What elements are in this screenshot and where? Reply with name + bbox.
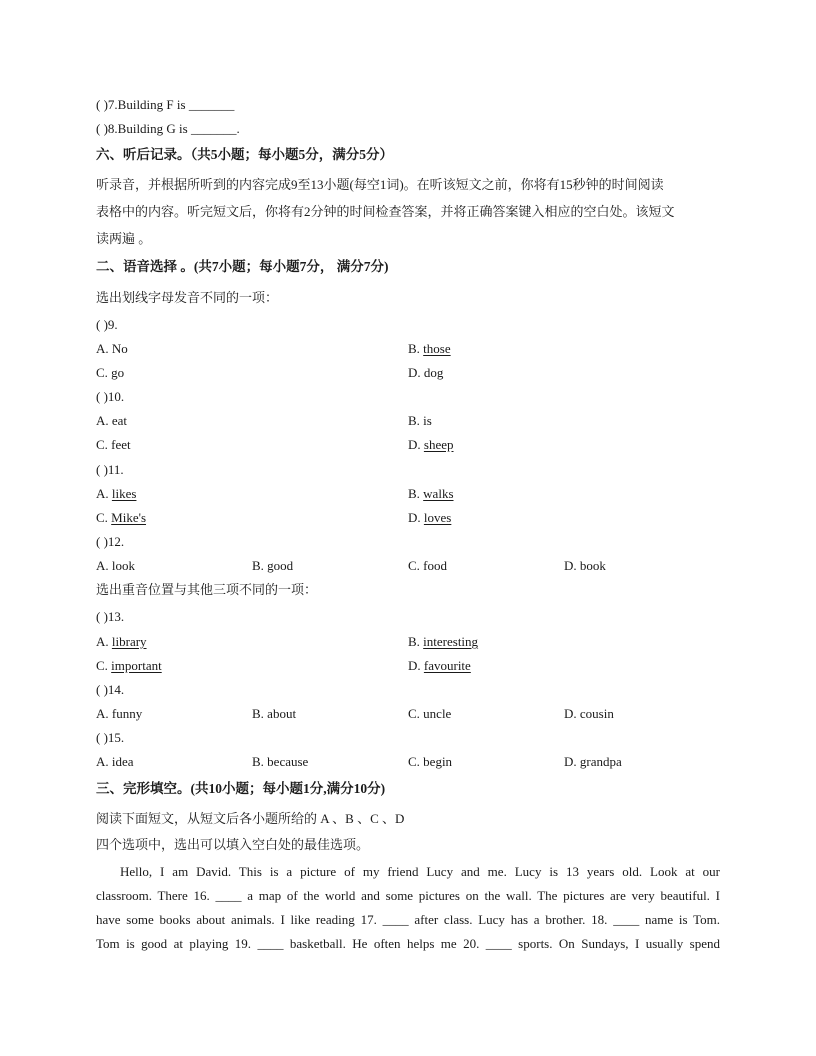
q11-option-c: C. Mike's <box>96 510 147 525</box>
passage-line-3: have some books about animals. I like reading 17. ____ after class. Lucy has a brother. 18. ____ name is Tom. <box>96 912 720 927</box>
section-3-title: 三、完形填空。(共10小题；每小题1分,满分10分) <box>96 781 386 796</box>
q11-option-d-word: loves <box>423 510 452 525</box>
q11-option-a-word: likes <box>111 486 137 501</box>
question-10-label: ( )10. <box>96 389 125 404</box>
q11-option-d: D. loves <box>408 510 452 525</box>
q9-option-b-word: those <box>423 341 451 356</box>
question-8: ( )8.Building G is _______. <box>96 121 240 136</box>
passage-line-2: classroom. There 16. ____ a map of the world and some pictures on the wall. The pictures are very beautiful. I <box>96 888 720 903</box>
q14-option-b: B. about <box>252 706 297 721</box>
question-15-label: ( )15. <box>96 730 125 745</box>
section-6-instruction-line-3: 读两遍 。 <box>96 231 152 246</box>
question-13-label: ( )13. <box>96 609 125 624</box>
q13-option-c-word: important <box>111 658 162 673</box>
section-2-instruction-a: 选出划线字母发音不同的一项： <box>96 290 279 305</box>
q12-option-c: C. food <box>408 558 447 573</box>
q12-option-d: D. book <box>564 558 606 573</box>
q10-option-c: C. feet <box>96 437 131 452</box>
q11-option-b-word: walks <box>423 486 454 501</box>
q10-option-b: B. is <box>408 413 432 428</box>
q15-option-a: A. idea <box>96 754 134 769</box>
q13-option-c: C. important <box>96 658 162 673</box>
q13-option-d: D. favourite <box>408 658 471 673</box>
section-2-instruction-b: 选出重音位置与其他三项不同的一项： <box>96 582 318 597</box>
q13-option-a: A. library <box>96 634 147 649</box>
section-6-instruction-line-2: 表格中的内容。听完短文后，你将有2分钟的时间检查答案，并将正确答案键入相应的空白处。该短文 <box>96 204 675 219</box>
q9-option-c: C. go <box>96 365 125 380</box>
q15-option-d: D. grandpa <box>564 754 622 769</box>
question-14-label: ( )14. <box>96 682 125 697</box>
q11-option-c-word: Mike's <box>111 510 147 525</box>
q14-option-c: C. uncle <box>408 706 452 721</box>
q13-option-d-word: favourite <box>423 658 471 673</box>
q12-option-a: A. look <box>96 558 135 573</box>
q13-option-a-word: library <box>111 634 147 649</box>
q14-option-a: A. funny <box>96 706 143 721</box>
passage-line-1: Hello, I am David. This is a picture of my friend Lucy and me. Lucy is 13 years old. Look at our <box>120 864 720 879</box>
q10-option-d-word: sheep <box>423 437 454 452</box>
q10-option-a: A. eat <box>96 413 128 428</box>
q11-option-a: A. likes <box>96 486 137 501</box>
section-6-title: 六、听后记录。（共5小题；每小题5分，满分5分） <box>96 147 393 162</box>
q10-option-d: D. sheep <box>408 437 454 452</box>
question-7: ( )7.Building F is _______ <box>96 97 235 112</box>
q9-option-d: D. dog <box>408 365 444 380</box>
question-11-label: ( )11. <box>96 462 124 477</box>
q11-option-b: B. walks <box>408 486 454 501</box>
q14-option-d: D. cousin <box>564 706 614 721</box>
q13-option-b: B. interesting <box>408 634 479 649</box>
question-12-label: ( )12. <box>96 534 125 549</box>
q15-option-c: C. begin <box>408 754 453 769</box>
q15-option-b: B. because <box>252 754 309 769</box>
section-3-instruction-line-2: 四个选项中，选出可以填入空白处的最佳选项。 <box>96 837 370 852</box>
q12-option-b: B. good <box>252 558 294 573</box>
question-9-label: ( )9. <box>96 317 118 332</box>
q9-option-a: A. No <box>96 341 128 356</box>
q13-option-b-word: interesting <box>423 634 479 649</box>
passage-line-4: Tom is good at playing 19. ____ basketball. He often helps me 20. ____ sports. On Sundays, I usually spend <box>96 936 720 951</box>
section-6-instruction-line-1: 听录音，并根据所听到的内容完成9至13小题(每空1词)。在听该短文之前，你将有15秒钟的时间阅读 <box>96 177 664 192</box>
section-2-title: 二、语音选择 。(共7小题；每小题7分， 满分7分) <box>96 259 389 274</box>
section-3-instruction-line-1: 阅读下面短文，从短文后各小题所给的 A 、B 、C 、D <box>96 811 405 826</box>
q9-option-b: B. those <box>408 341 451 356</box>
